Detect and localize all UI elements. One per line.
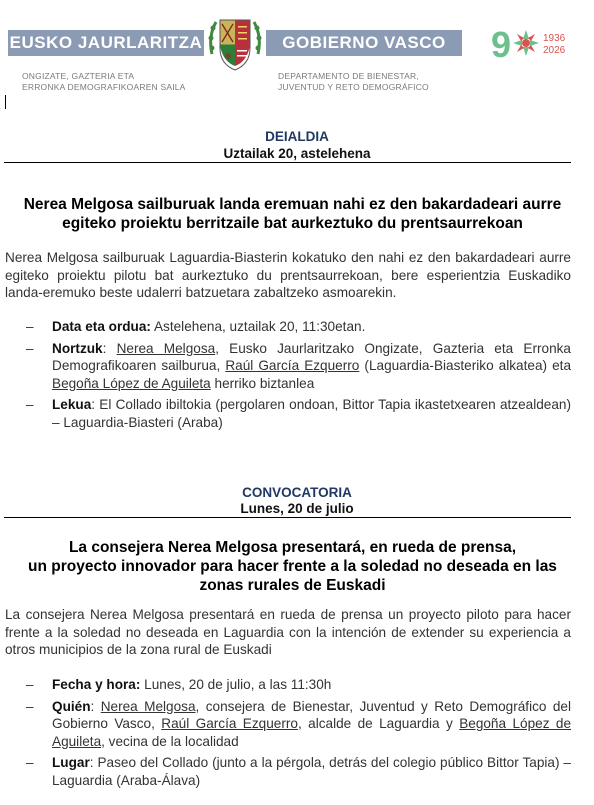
anniversary-year-start: 1936 [543,33,566,44]
intro-paragraph-spanish: La consejera Nerea Melgosa presentará en rueda de prensa un proyecto piloto para hacer frente a la soledad no deseada en Laguardia con la intención de extender su experiencia a otros municipios de la zona rural de Euskadi [5,607,571,657]
dash-bullet-icon: – [26,319,34,334]
person-name: Nerea Melgosa [100,698,196,714]
section-title-spanish: CONVOCATORIA [242,485,352,500]
intro-paragraph-basque: Nerea Melgosa sailburuak Laguardia-Biasterin kokatuko den nahi ez den bakardadeari aurre egiteko proiektu pilotu bat aurkeztuko du prentsaurrekoan, bere esperientzia Euskadiko landa-eremuko beste udalerri batzuetara zabaltzeko asmoarekin. [5,250,571,300]
item-text: herriko biztanlea [210,375,315,391]
section-date-spanish: Lunes, 20 de julio [240,501,354,516]
person-name: Begoña López de Aguileta [52,375,211,391]
divider [4,162,571,163]
letterhead [0,0,594,100]
list-item [26,340,571,393]
department-name-spanish [278,71,429,93]
list-item [26,676,571,694]
item-text: : [102,340,117,356]
headline-spanish [20,538,565,595]
list-item [26,754,571,789]
person-name: Raúl García Ezquerro [161,716,298,731]
org-name-spanish: GOBIERNO VASCO [266,30,462,56]
item-text: , alcalde de Laguardia y [297,716,460,731]
person-name: Nerea Melgosa [116,340,216,356]
dash-bullet-icon: – [26,677,34,692]
dash-bullet-icon: – [26,340,34,356]
item-text: Astelehena, uztailak 20, 11:30etan. [150,319,366,334]
list-item [26,698,571,751]
item-text: , vecina de la localidad [101,733,239,749]
department-line: ERRONKA DEMOGRAFIKOAREN SAILA [22,82,186,92]
headline-line: un proyecto innovador para hacer frente a la soledad no deseada en las zonas rurales de Euskadi [28,558,557,594]
list-item [26,396,571,431]
list-item [26,318,571,336]
item-text: , Eusko Jaurlaritzako Ongizate, Gazteria eta Erronka Demografikoaren sailburua, [52,340,571,373]
dash-bullet-icon: – [26,397,34,412]
item-label: Fecha y hora: [52,677,141,692]
section-date-basque: Uztailak 20, astelehena [223,146,371,161]
item-text: (Laguardia-Biasteriko alkatea) eta [359,358,571,373]
item-label: Lugar [52,755,90,770]
department-line: JUVENTUD Y RETO DEMOGRÁFICO [278,82,429,92]
item-text: : El Collado ibiltokia (pergolaren ondoan, Bittor Tapia ikastetxearen atzealdean) – Laguardia-Biasteri (Araba) [52,397,571,430]
headline-basque: Nerea Melgosa sailburuak landa eremuan nahi ez den bakardadeari aurre egiteko proiektu berritzaile bat aurkeztuko du prentsaurrekoan [23,196,562,232]
item-text: Lunes, 20 de julio, a las 11:30h [140,677,332,692]
org-name-basque: EUSKO JAURLARITZA [8,30,204,56]
headline-line: La consejera Nerea Melgosa presentará, en rueda de prensa, [68,539,517,556]
person-name: Raúl García Ezquerro [225,358,360,373]
item-label: Quién [52,698,91,714]
details-list-spanish [26,676,571,793]
item-label: Nortzuk [52,340,103,356]
dash-bullet-icon: – [26,755,34,770]
divider [4,517,571,518]
section-title-basque: DEIALDIA [265,129,329,144]
person-name: Begoña López de Aguileta [52,716,572,749]
text-cursor [5,95,6,109]
item-text: : Paseo del Collado (junto a la pérgola, detrás del colegio público Bittor Tapia) – Laguardia (Araba-Álava) [52,755,571,788]
anniversary-year-end: 2026 [543,45,566,56]
department-name-basque [22,71,186,93]
item-text: , consejera de Bienestar, Juventud y Reto Demográfico del Gobierno Vasco, [52,698,571,731]
department-line: ONGIZATE, GAZTERIA ETA [22,71,135,81]
department-line: DEPARTAMENTO DE BIENESTAR, [278,71,419,81]
basque-coat-of-arms-icon [206,14,264,74]
item-label: Data eta ordua: [52,319,151,334]
item-text: : [90,698,101,714]
dash-bullet-icon: – [26,698,34,714]
item-label: Lekua [52,397,92,412]
details-list-basque [26,318,571,435]
anniversary-number: 9 [491,24,512,64]
anniversary-90-logo-icon [491,24,591,64]
